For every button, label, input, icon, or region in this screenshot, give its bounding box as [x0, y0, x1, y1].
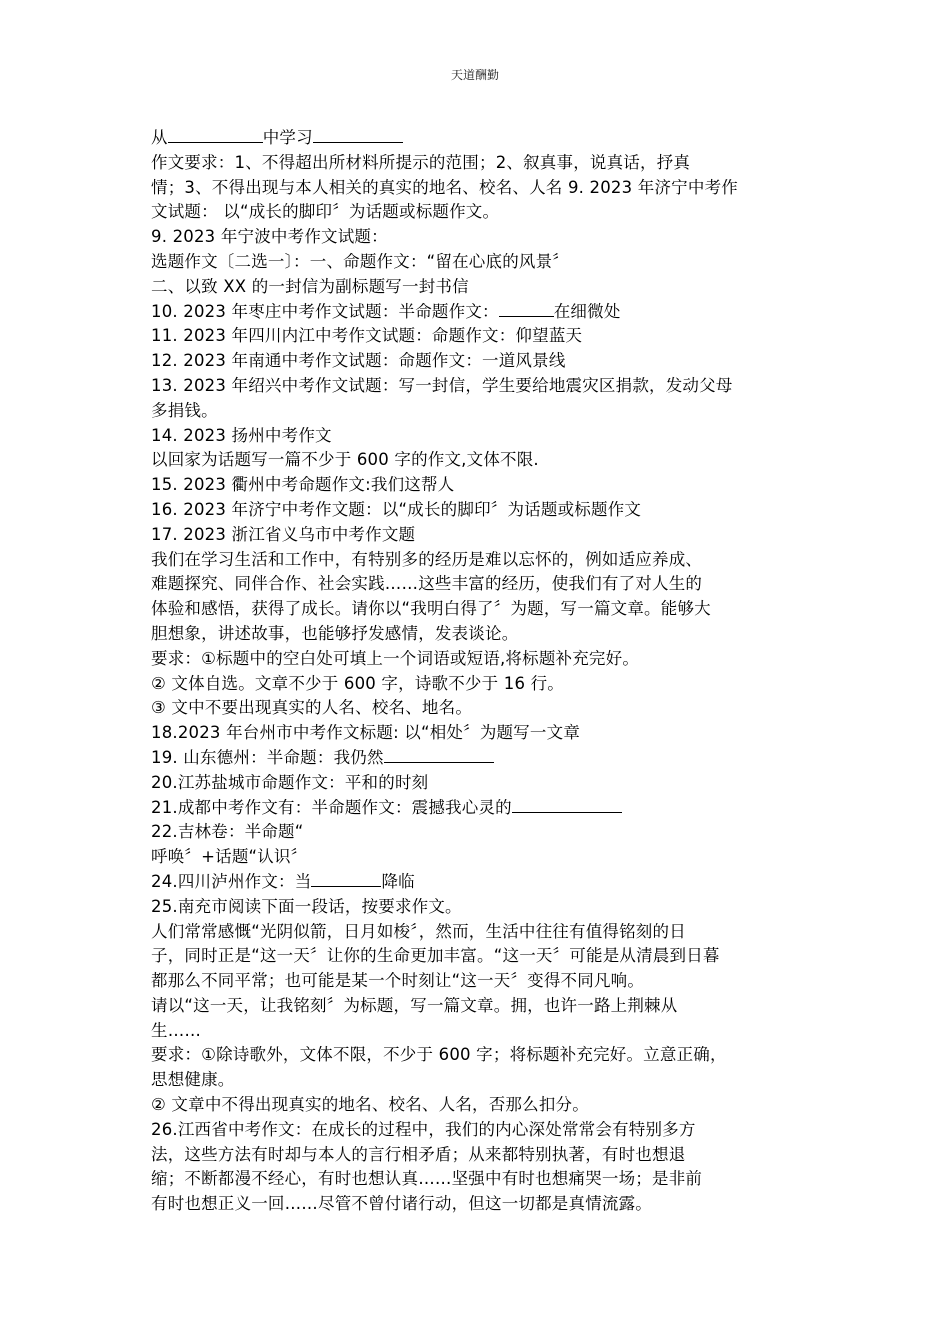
text-line: 19. 山东德州：半命题：我仍然 — [151, 746, 801, 771]
text-line: 22.吉林卷：半命题“ — [151, 822, 304, 842]
text-line: 25.南充市阅读下面一段话，按要求作文。 — [151, 896, 462, 916]
text-line: 体验和感悟，获得了成长。请你以“我明白得了〞为题，写一篇文章。能够大 — [151, 599, 711, 619]
text-line: 多捐钱。 — [151, 400, 218, 420]
fill-blank — [311, 870, 381, 887]
fill-blank — [313, 126, 403, 143]
text-line: 我们在学习生活和工作中，有特别多的经历是难以忘怀的，例如适应养成、 — [151, 549, 703, 569]
fill-blank — [384, 746, 494, 763]
text-line: 二、以致 XX 的一封信为副标题写一封书信 — [151, 276, 469, 296]
text-line: 难题探究、同伴合作、社会实践……这些丰富的经历，使我们有了对人生的 — [151, 574, 703, 594]
text-line: 要求：①除诗歌外，文体不限，不少于 600 字；将标题补充完好。立意正确， — [151, 1045, 727, 1065]
text-line: ② 文体自选。文章不少于 600 字，诗歌不少于 16 行。 — [151, 673, 565, 693]
text-line: 以回家为话题写一篇不少于 600 字的作文,文体不限. — [151, 450, 539, 470]
text-line: 从 中学习 — [151, 126, 801, 151]
text-line: 11. 2023 年四川内江中考作文试题：命题作文：仰望蓝天 — [151, 326, 583, 346]
text-line: 14. 2023 扬州中考作文 — [151, 425, 332, 445]
text-line: 24.四川泸州作文：当 降临 — [151, 871, 415, 891]
text-line: 选题作文〔二选一〕：一、命题作文：“留在心底的风景〞 — [151, 251, 569, 271]
document-body — [151, 126, 801, 1217]
text-line: 人们常常感慨“光阴似箭，日月如梭〞，然而，生活中往往有值得铭刻的日 — [151, 921, 686, 941]
text-line: 18.2023 年台州市中考作文标题: 以“相处〞为题写一文章 — [151, 723, 581, 743]
text-line: 21.成都中考作文有：半命题作文：震撼我心灵的 — [151, 796, 801, 821]
text-line: 思想健康。 — [151, 1070, 235, 1090]
text-line: 15. 2023 衢州中考命题作文:我们这帮人 — [151, 475, 455, 495]
text-line: 16. 2023 年济宁中考作文题：以“成长的脚印〞为话题或标题作文 — [151, 499, 642, 519]
text-line: 法，这些方法有时却与本人的言行相矛盾；从来都特别执著，有时也想退 — [151, 1144, 686, 1164]
text-line: 10. 2023 年枣庄中考作文试题：半命题作文： 在细微处 — [151, 301, 621, 321]
text-line: ③ 文中不要出现真实的人名、校名、地名。 — [151, 698, 473, 718]
text-line: 请以“这一天，让我铭刻〞为标题，写一篇文章。拥，也许一路上荆棘从 — [151, 995, 678, 1015]
fill-blank — [512, 796, 622, 813]
text-line: 20.江苏盐城市命题作文：平和的时刻 — [151, 772, 429, 792]
text-line: 子，同时正是“这一天〞让你的生命更加丰富。“这一天〞可能是从清晨到日暮 — [151, 946, 720, 966]
text-line: 呼唤〞+话题“认识〞 — [151, 847, 308, 867]
text-line: 作文要求：1、不得超出所材料所提示的范围；2、叙真事，说真话，抒真 — [151, 152, 691, 172]
text-line: 26.江西省中考作文：在成长的过程中，我们的内心深处常常会有特别多方 — [151, 1119, 696, 1139]
text-line: 缩；不断都漫不经心，有时也想认真……坚强中有时也想痛哭一场；是非前 — [151, 1169, 703, 1189]
text-line: 12. 2023 年南通中考作文试题：命题作文：一道风景线 — [151, 351, 566, 371]
text-line: 9. 2023 年宁波中考作文试题： — [151, 227, 388, 247]
text-line: 情；3、不得出现与本人相关的真实的地名、校名、人名 9. 2023 年济宁中考作 — [151, 177, 738, 197]
text-line: 17. 2023 浙江省义乌市中考作文题 — [151, 524, 416, 544]
fill-blank — [168, 126, 263, 143]
fill-blank — [499, 300, 554, 317]
text-line: ② 文章中不得出现真实的地名、校名、人名，否那么扣分。 — [151, 1095, 589, 1115]
text-line: 文试题： 以“成长的脚印〞为话题或标题作文。 — [151, 202, 500, 222]
text-line: 要求：①标题中的空白处可填上一个词语或短语,将标题补充完好。 — [151, 648, 640, 668]
text-line: 胆想象，讲述故事，也能够抒发感情，发表谈论。 — [151, 623, 519, 643]
text-line: 生…… — [151, 1020, 202, 1040]
text-line: 有时也想正义一回……尽管不曾付诸行动，但这一切都是真情流露。 — [151, 1194, 652, 1214]
text-line: 都那么不同平常；也可能是某一个时刻让“这一天〞变得不同凡响。 — [151, 971, 645, 991]
text-line: 13. 2023 年绍兴中考作文试题：写一封信，学生要给地震灾区捐款，发动父母 — [151, 375, 733, 395]
page-header: 天道酬勤 — [450, 68, 499, 82]
